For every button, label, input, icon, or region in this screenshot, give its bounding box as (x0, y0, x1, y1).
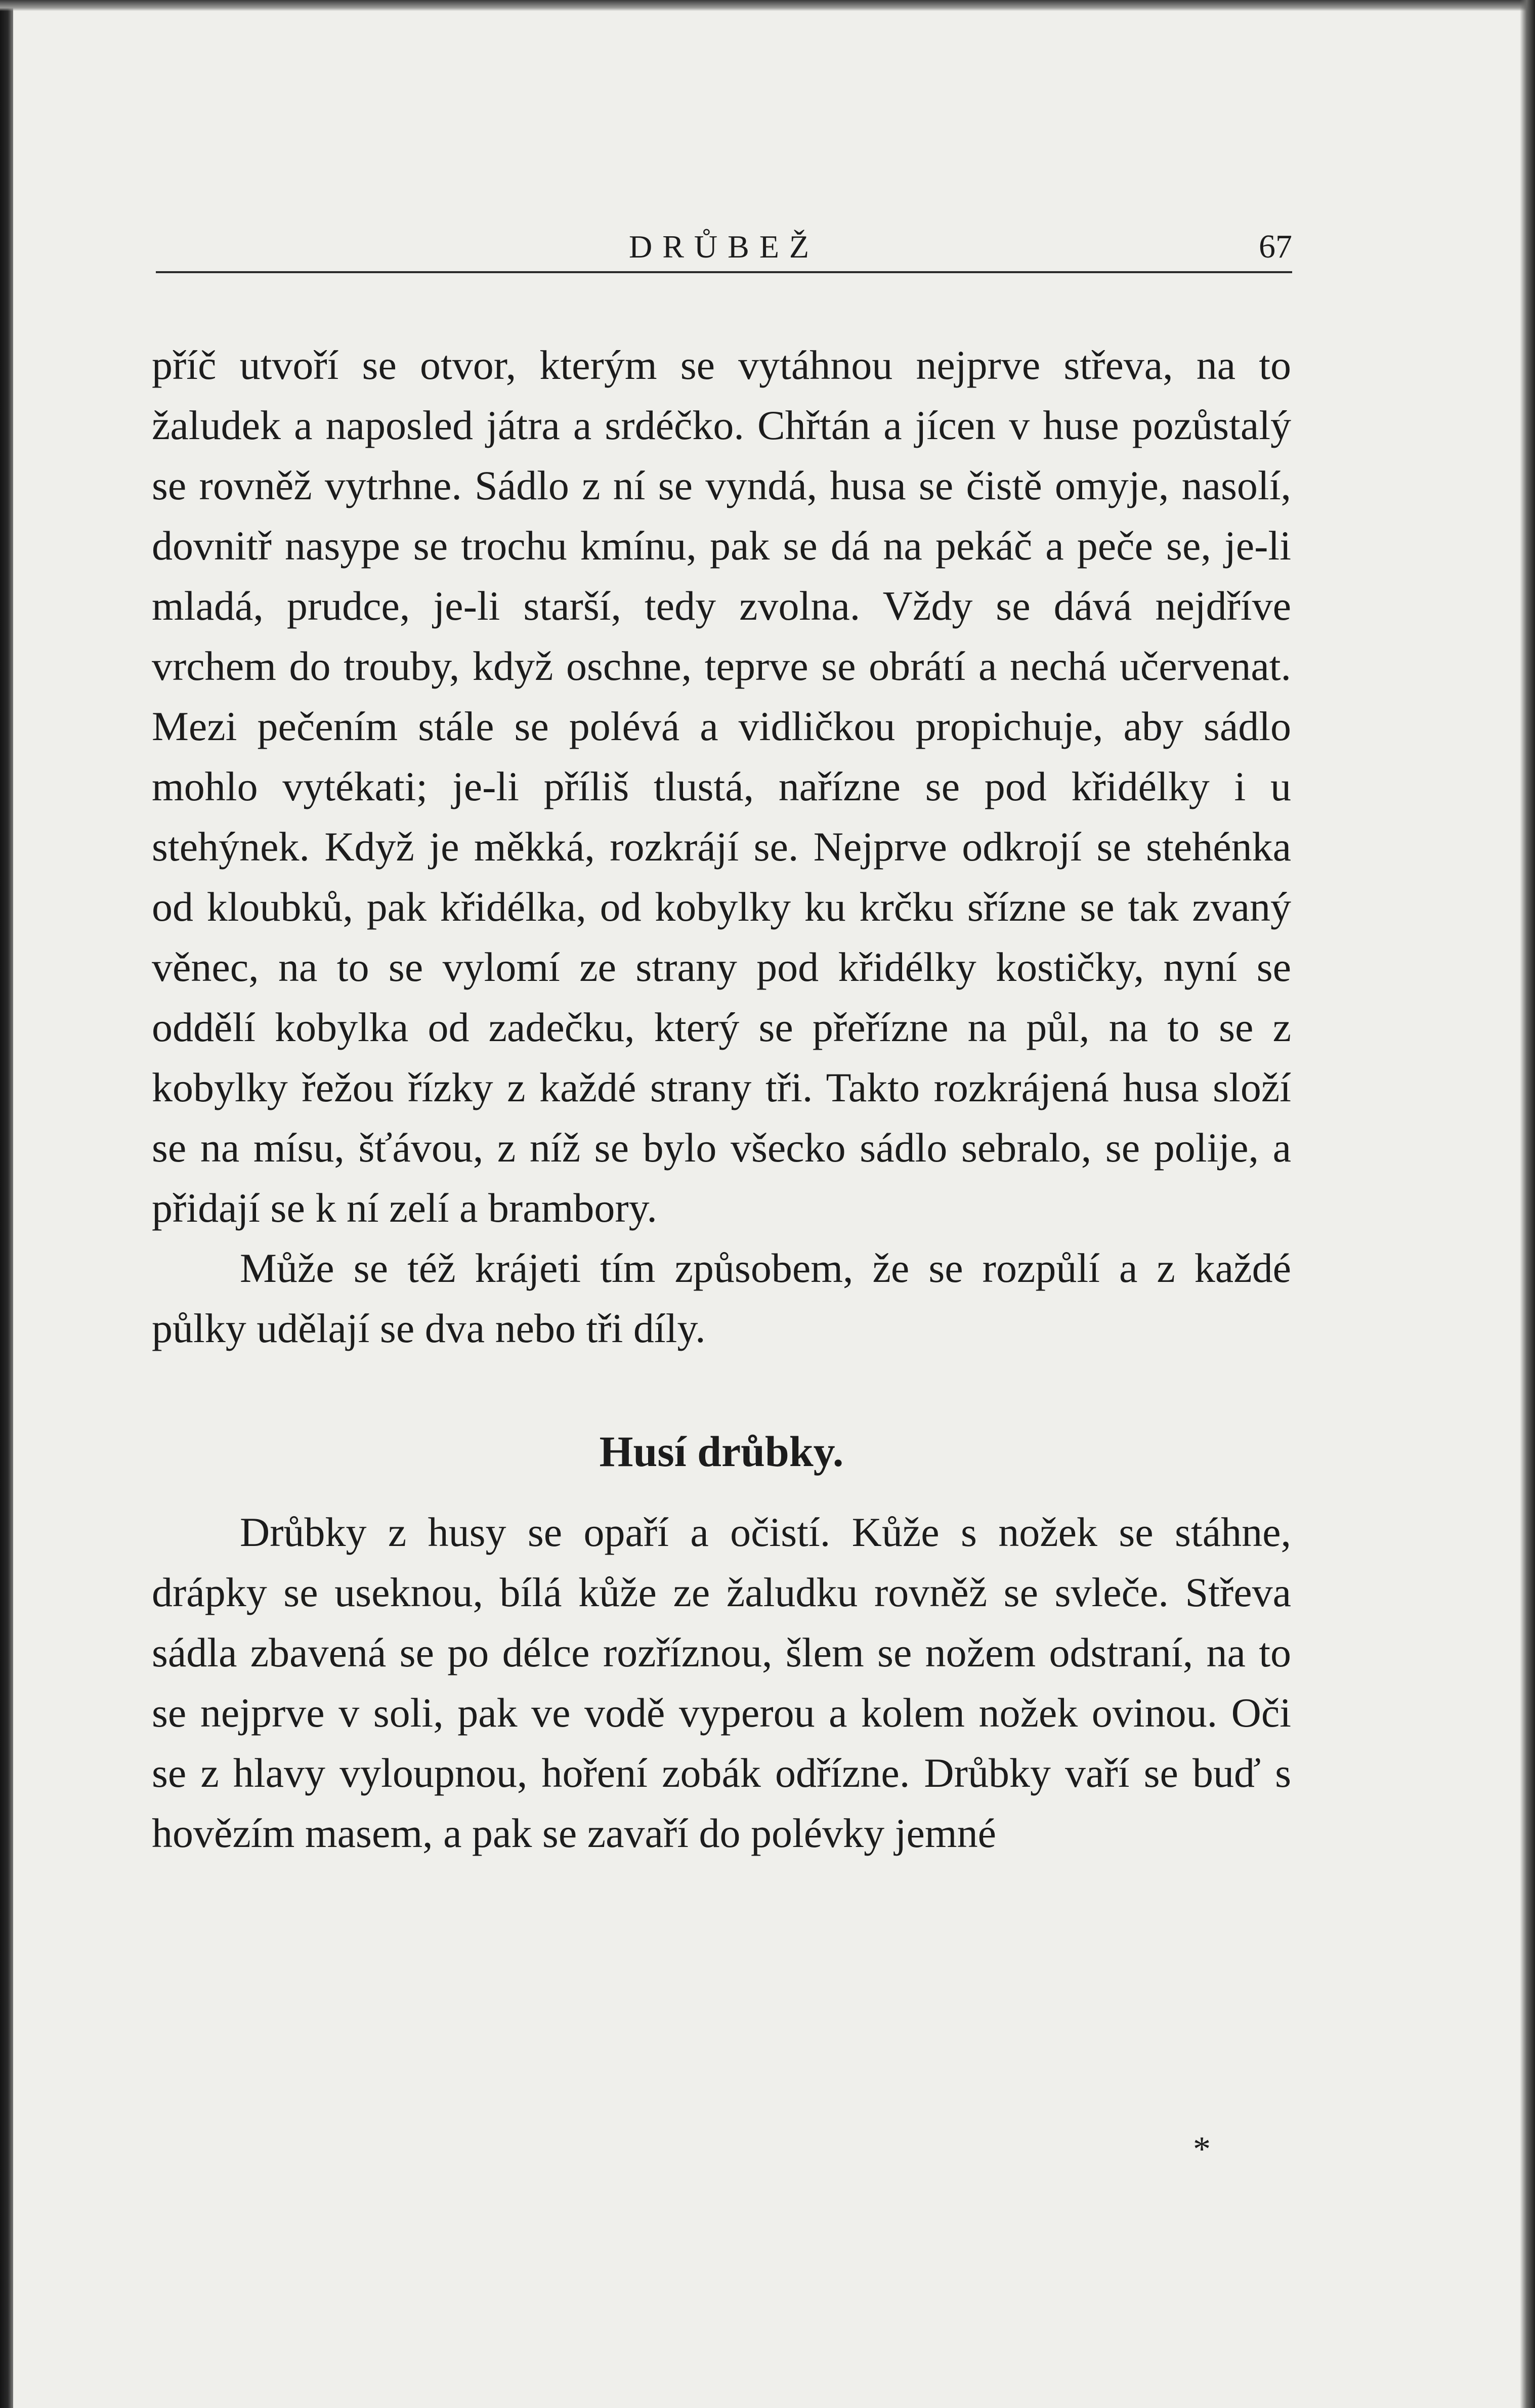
signature-mark: * (1193, 2130, 1211, 2169)
right-edge-shadow (1520, 0, 1535, 2408)
section-heading: Husí drůbky. (599, 1427, 844, 1476)
running-head: DRŮBEŽ (629, 229, 819, 265)
paragraph-goose-carving: příč utvoří se otvor, kterým se vytáhnou nejprve střeva, na to žaludek a naposled játra a srdéčko. Chřtán a jícen v huse pozůstalý se rovněž vytrhne. Sádlo z ní se vyndá, husa se čistě omyje, nasolí, dovnitř nasype se trochu kmínu, pak se dá na pekáč a peče se, je-li mladá, prudce, je-li starší, tedy zvolna. Vždy se dává nejdříve vrchem do trouby, když oschne, teprve se obrátí a nechá učervenat. Mezi pečením stále se polévá a vidličkou propichuje, aby sádlo mohlo vytékati; je-li příliš tlustá, nařízne se pod křidélky i u stehýnek. Když je měkká, rozkrájí se. Nejprve odkrojí se stehénka od kloubků, pak křidélka, od kobylky ku krčku sřízne se tak zvaný věnec, na to se vylomí ze strany pod křidélky kostičky, nyní se oddělí kobylka od zadečku, který se přeřízne na půl, na to se z kobylky řežou řízky z každé strany tři. Takto rozkrájená husa složí se na mísu, šťávou, z níž se bylo všecko sádlo sebralo, se polije, a přidají se k ní zelí a brambory. (152, 342, 1291, 1231)
header-rule (156, 271, 1292, 273)
top-edge-shadow (0, 0, 1535, 11)
page-header (156, 222, 1292, 273)
body-text (152, 335, 1291, 1863)
paragraph-goose-giblets: Drůbky z husy se opaří a očistí. Kůže s nožek se stáhne, drápky se useknou, bílá kůže ze žaludku rovněž se svleče. Střeva sádla zbavená se po délce rozříznou, šlem se nožem odstraní, na to se nejprve v soli, pak ve vodě vyperou a kolem nožek ovinou. Oči se z hlavy vyloupnou, hoření zobák odřízne. Drůbky vaří se buď s hovězím masem, a pak se zavaří do polévky jemné (152, 1509, 1291, 1856)
book-spine-shadow (0, 0, 13, 2408)
paragraph-alternative-cut: Může se též krájeti tím způsobem, že se rozpůlí a z každé půlky udělají se dva nebo tři díly. (152, 1245, 1291, 1351)
page-number: 67 (1259, 228, 1292, 265)
